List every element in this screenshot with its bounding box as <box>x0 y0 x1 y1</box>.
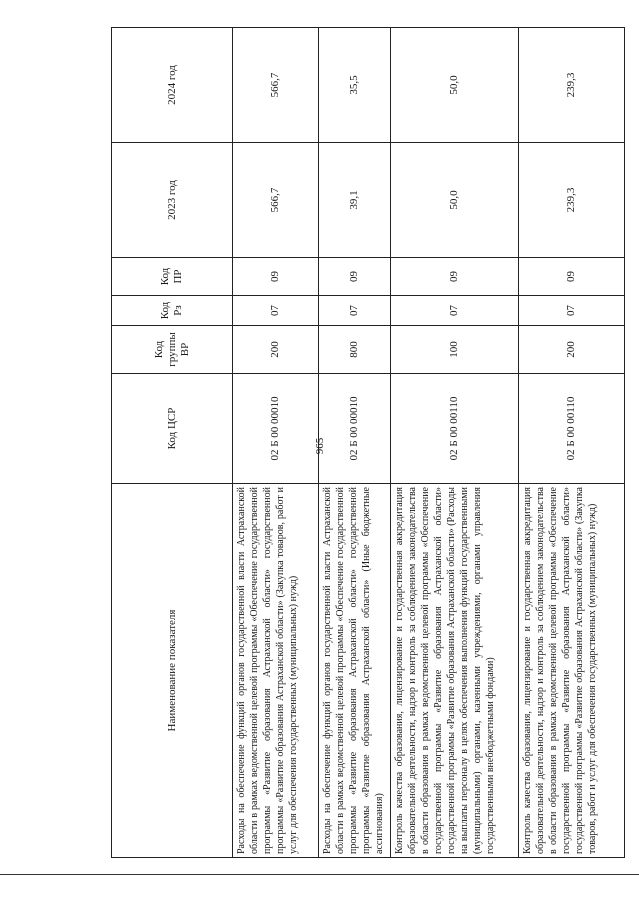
header-vr: Код группы ВР <box>112 326 233 374</box>
row-name: Контроль качества образования, лицензирование и государственная аккредитация образовательной деятельности, надзор и контроль за соблюдением законодательства в области образования в рамках ведомственной целевой программы «Обеспечение государственной программы «Развитие образования Астраханской области» государственной программы «Развитие образования Астраханской области» (Расходы на выплаты персоналу в целях обеспечения выполнения функций государственными (муниципальными) органами, казенными учреждениями, органами управления государственными внебюджетными фондами) <box>391 484 519 858</box>
row-pr: 09 <box>519 258 625 296</box>
row-rz: 07 <box>519 296 625 326</box>
row-rz: 07 <box>233 296 319 326</box>
page-number: 965 <box>313 437 326 455</box>
row-name: Расходы на обеспечение функций органов государственной власти Астраханской области в рамках ведомственной целевой программы «Обеспечение государственной программы «Развитие образования Астраханской области» государственной программы «Развитие образования Астраханской области» (Иные бюджетные ассигнования) <box>319 484 391 858</box>
table-row <box>233 28 319 858</box>
header-csr: Код ЦСР <box>112 374 233 484</box>
row-2024: 50,0 <box>391 28 519 143</box>
row-csr: 02 Б 00 00110 <box>519 374 625 484</box>
row-2024: 35,5 <box>319 28 391 143</box>
row-csr: 02 Б 00 00010 <box>319 374 391 484</box>
row-2023: 239,3 <box>519 143 625 258</box>
header-2024: 2024 год <box>112 28 233 143</box>
header-pr: Код ПР <box>112 258 233 296</box>
row-csr: 02 Б 00 00010 <box>233 374 319 484</box>
row-vr: 100 <box>391 326 519 374</box>
budget-table <box>111 27 625 858</box>
row-pr: 09 <box>233 258 319 296</box>
rotated-table-wrapper <box>111 28 619 858</box>
header-2023: 2023 год <box>112 143 233 258</box>
header-rz: Код Рз <box>112 296 233 326</box>
row-name: Расходы на обеспечение функций органов государственной власти Астраханской области в рамках ведомственной целевой программы «Обеспечение государственной программы «Развитие образования Астраханской области» государственной программы «Развитие образования Астраханской области» (Закупка товаров, работ и услуг для обеспечения государственных (муниципальных) нужд) <box>233 484 319 858</box>
row-vr: 800 <box>319 326 391 374</box>
row-pr: 09 <box>319 258 391 296</box>
bottom-divider <box>0 874 639 875</box>
row-rz: 07 <box>319 296 391 326</box>
row-2023: 39,1 <box>319 143 391 258</box>
table-header-row <box>112 28 233 858</box>
row-vr: 200 <box>233 326 319 374</box>
table-row <box>519 28 625 858</box>
row-csr: 02 Б 00 00110 <box>391 374 519 484</box>
row-vr: 200 <box>519 326 625 374</box>
table-row <box>391 28 519 858</box>
table-row <box>319 28 391 858</box>
row-2024: 566,7 <box>233 28 319 143</box>
row-2023: 566,7 <box>233 143 319 258</box>
row-rz: 07 <box>391 296 519 326</box>
row-pr: 09 <box>391 258 519 296</box>
row-name: Контроль качества образования, лицензирование и государственная аккредитация образовательной деятельности, надзор и контроль за соблюдением законодательства в области образования в рамках ведомственной целевой программы «Обеспечение государственной программы «Развитие образования Астраханской области» государственной программы «Развитие образования Астраханской области» (Закупка товаров, работ и услуг для обеспечения государственных (муниципальных) нужд) <box>519 484 625 858</box>
row-2023: 50,0 <box>391 143 519 258</box>
header-name: Наименование показателя <box>112 484 233 858</box>
row-2024: 239,3 <box>519 28 625 143</box>
